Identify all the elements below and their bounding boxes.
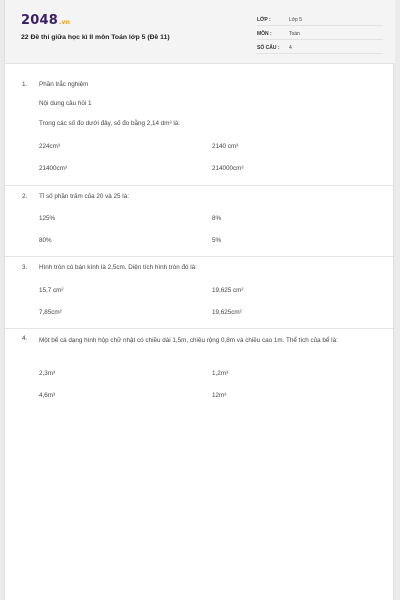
answer-option[interactable]: 8% xyxy=(212,215,222,222)
answer-option[interactable]: 5% xyxy=(212,237,222,244)
question-number: 1. xyxy=(22,81,28,88)
answer-option[interactable]: 224cm³ xyxy=(39,143,60,150)
meta-grade-value: Lớp 5 xyxy=(289,17,303,23)
answer-option[interactable]: 12m³ xyxy=(212,392,227,399)
question-prompt: Tỉ số phần trăm của 20 và 25 là: xyxy=(39,193,129,200)
meta-subject-value: Toán xyxy=(289,31,300,37)
question-divider xyxy=(5,185,395,186)
answer-option[interactable]: 1,2m³ xyxy=(212,370,229,377)
worksheet-page xyxy=(4,0,394,600)
answer-option[interactable]: 21400cm³ xyxy=(39,165,68,172)
answer-option[interactable]: 2,3m³ xyxy=(39,370,56,377)
logo-main-text: 2048 xyxy=(21,13,58,28)
answer-option[interactable]: 19,625cm² xyxy=(212,309,242,316)
question-prompt: Trong các số đo dưới đây, số đo bằng 2,14 dm³ là: xyxy=(39,120,181,127)
meta-count-row xyxy=(257,43,383,54)
site-logo[interactable] xyxy=(21,13,70,28)
answer-option[interactable]: 15,7 cm² xyxy=(39,287,64,294)
meta-count-label: SỐ CÂU : xyxy=(257,45,280,51)
answer-option[interactable]: 125% xyxy=(39,215,56,222)
answer-option[interactable]: 7,85cm² xyxy=(39,309,62,316)
logo-suffix-text: .vn xyxy=(58,19,71,26)
question-divider xyxy=(5,328,395,329)
meta-grade-row xyxy=(257,15,383,26)
meta-subject-label: MÔN : xyxy=(257,31,272,37)
meta-subject-row xyxy=(257,29,383,40)
meta-count-value: 4 xyxy=(289,45,292,51)
answer-option[interactable]: 19,625 cm² xyxy=(212,287,244,294)
answer-option[interactable]: 80% xyxy=(39,237,52,244)
answer-option[interactable]: 4,6m³ xyxy=(39,392,56,399)
answer-option[interactable]: 214000cm³ xyxy=(212,165,244,172)
meta-grade-label: LỚP : xyxy=(257,17,271,23)
answer-option[interactable]: 2140 cm³ xyxy=(212,143,239,150)
question-divider xyxy=(5,256,395,257)
question-section-title: Phần trắc nghiệm xyxy=(39,81,89,88)
question-subtitle: Nội dung câu hỏi 1 xyxy=(39,100,92,107)
question-prompt: Hình tròn có bán kính là 2,5cm. Diện tích hình tròn đó là: xyxy=(39,264,197,271)
question-number: 2. xyxy=(22,193,28,200)
question-number: 4. xyxy=(22,335,28,342)
question-prompt: Một bể cá dạng hình hộp chữ nhật có chiều dài 1,5m, chiều rộng 0,8m và chiều cao 1m. Thể tích của bể là: xyxy=(39,337,338,344)
page-header xyxy=(5,0,395,64)
document-title: 22 Đề thi giữa học kì II môn Toán lớp 5 (Đề 11) xyxy=(21,34,170,41)
question-number: 3. xyxy=(22,264,28,271)
